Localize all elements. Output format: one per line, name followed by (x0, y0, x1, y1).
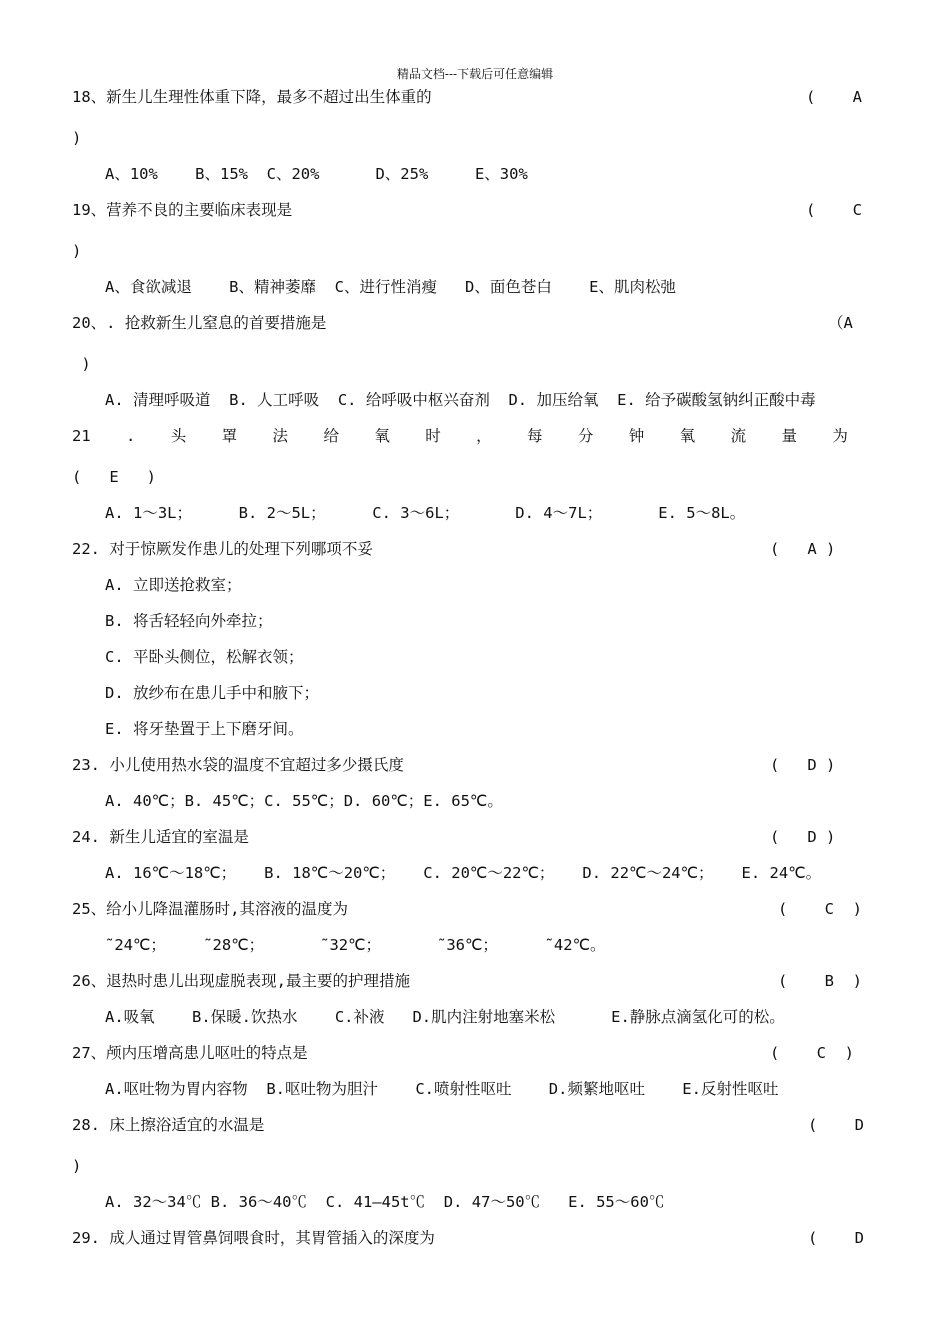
question-22-stem: 22. 对于惊厥发作患儿的处理下列哪项不妥 (72, 540, 373, 558)
q21-char: 氧 (374, 427, 390, 445)
question-22-option-b: B. 将舌轻轻向外牵拉； (105, 612, 273, 630)
question-27-answer: ( C ) (770, 1044, 854, 1062)
question-19-answer: ( C (806, 201, 862, 219)
question-18-stem: 18、新生儿生理性体重下降，最多不超过出生体重的 (72, 88, 432, 106)
question-25-stem: 25、给小儿降温灌肠时,其溶液的温度为 (72, 900, 348, 918)
question-28-stem: 28. 床上擦浴适宜的水温是 (72, 1116, 265, 1134)
question-26-answer: ( B ) (778, 972, 862, 990)
question-26-options: A.吸氧 B.保暖.饮热水 C.补液 D.肌内注射地塞米松 E.静脉点滴氢化可的松。 (105, 1008, 785, 1026)
question-29-answer: ( D (808, 1229, 864, 1247)
question-26-stem: 26、退热时患儿出现虚脱表现,最主要的护理措施 (72, 972, 410, 990)
question-21-options: A. 1～3L； B. 2～5L； C. 3～6L； D. 4～7L； E. 5～8L。 (105, 504, 746, 522)
q21-char: 给 (323, 427, 339, 445)
question-29-stem: 29. 成人通过胃管鼻饲喂食时，其胃管插入的深度为 (72, 1229, 435, 1247)
q21-char: 氧 (679, 427, 696, 445)
question-20-answer: （A (828, 314, 853, 332)
question-23-stem: 23. 小儿使用热水袋的温度不宜超过多少摄氏度 (72, 756, 404, 774)
question-18-options: A、10% B、15% C、20% D、25% E、30% (105, 165, 528, 183)
q21-char: ， (476, 427, 492, 445)
question-22-option-e: E. 将牙垫置于上下磨牙间。 (105, 720, 304, 738)
question-27-options: A.呕吐物为胃内容物 B.呕吐物为胆汁 C.喷射性呕吐 D.频繁地呕吐 E.反射性呕吐 (105, 1080, 779, 1098)
question-28-close-paren: ) (72, 1157, 82, 1175)
question-25-options: ˜24℃； ˜28℃； ˜32℃； ˜36℃； ˜42℃。 (105, 936, 606, 954)
q21-char: . (126, 427, 136, 445)
question-20-stem: 20、. 抢救新生儿窒息的首要措施是 (72, 314, 327, 332)
question-24-answer: ( D ) (770, 828, 836, 846)
question-23-answer: ( D ) (770, 756, 836, 774)
question-27-stem: 27、颅内压增高患儿呕吐的特点是 (72, 1044, 308, 1062)
question-28-answer: ( D (808, 1116, 864, 1134)
q21-char: 每 (527, 427, 543, 445)
question-21-stem (72, 425, 848, 447)
q21-char: 21 (72, 427, 91, 445)
q21-char: 头 (170, 427, 187, 445)
question-19-options: A、食欲减退 B、精神萎靡 C、进行性消瘦 D、面色苍白 E、肌肉松弛 (105, 278, 676, 296)
question-18-close-paren: ) (72, 129, 82, 147)
question-22-answer: ( A ) (770, 540, 836, 558)
question-21-answer: ( E ) (72, 468, 156, 486)
q21-char: 流 (730, 427, 747, 445)
q21-char: 为 (832, 427, 848, 445)
q21-char: 钟 (628, 427, 645, 445)
question-24-options: A. 16℃～18℃； B. 18℃～20℃； C. 20℃～22℃； D. 22℃～24℃； E. 24℃。 (105, 864, 822, 882)
question-20-close-paren: ) (72, 355, 91, 373)
question-25-answer: ( C ) (778, 900, 862, 918)
q21-char: 量 (781, 427, 797, 445)
q21-char: 分 (577, 427, 594, 445)
question-23-options: A. 40℃；B. 45℃；C. 55℃；D. 60℃；E. 65℃。 (105, 792, 503, 810)
question-22-option-c: C. 平卧头侧位，松解衣领； (105, 648, 304, 666)
question-20-options: A. 清理呼吸道 B. 人工呼吸 C. 给呼吸中枢兴奋剂 D. 加压给氧 E. 给予碳酸氢钠纠正酸中毒 (105, 391, 816, 409)
q21-char: 法 (272, 427, 289, 445)
page-header: 精品文档---下载后可任意编辑 (396, 67, 554, 81)
question-22-option-a: A. 立即送抢救室； (105, 576, 242, 594)
question-18-answer: ( A (806, 88, 862, 106)
question-28-options: A. 32～34℃ B. 36～40℃ C. 41—45t℃ D. 47～50℃ E. 55～60℃ (105, 1193, 665, 1211)
q21-char: 罩 (221, 427, 238, 445)
q21-char: 时 (425, 427, 441, 445)
question-24-stem: 24. 新生儿适宜的室温是 (72, 828, 249, 846)
question-19-stem: 19、营养不良的主要临床表现是 (72, 201, 293, 219)
question-19-close-paren: ) (72, 242, 82, 260)
question-22-option-d: D. 放纱布在患儿手中和腋下； (105, 684, 319, 702)
